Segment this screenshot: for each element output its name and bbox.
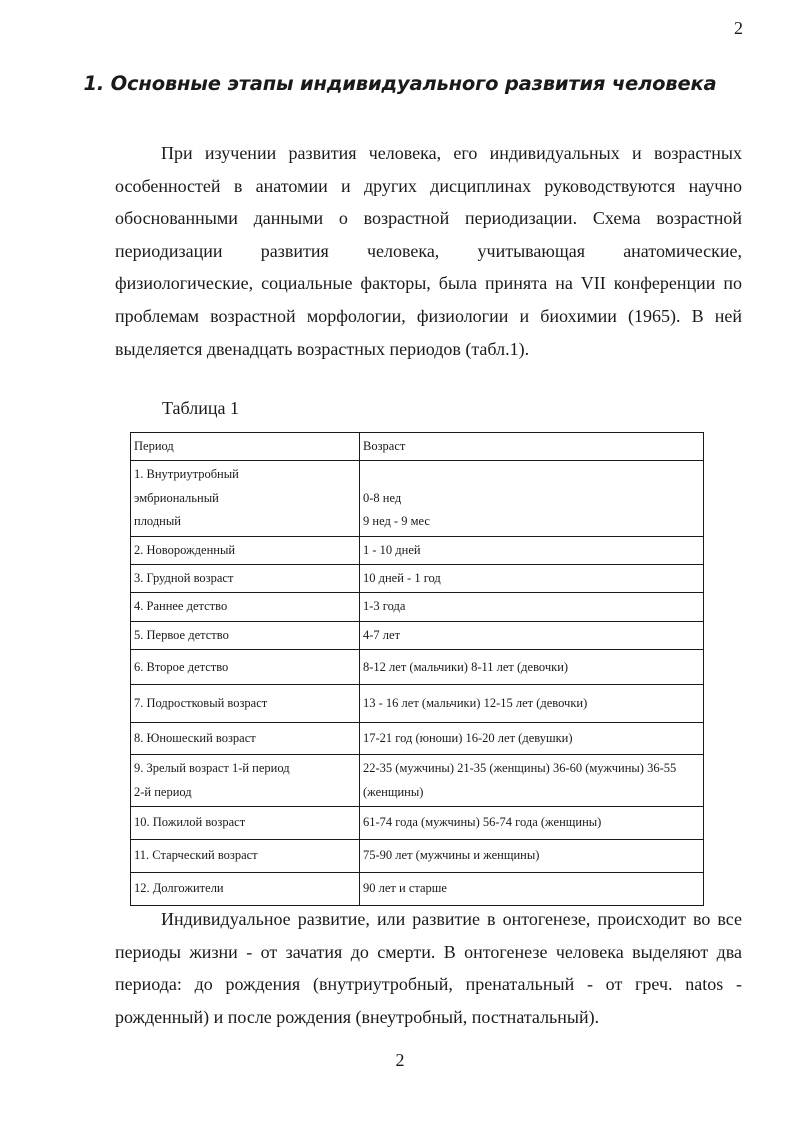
period-cell bbox=[131, 461, 360, 536]
age-line: 0-8 нед bbox=[363, 490, 402, 505]
intro-paragraph: При изучении развития человека, его индивидуальных и возрастных особенностей в анатомии и других дисциплинах руководствуются научно обоснованными данными о возрастной периодизации. Схема возрастной периодизации развития человека, учитывающая анатомические, физиологические, социальные факторы, была принята на VII конференции по проблемам возрастной морфологии, физиологии и биохимии (1965). В ней выделяется двенадцать возрастных периодов (табл.1). bbox=[115, 143, 742, 359]
period-line: 9. Зрелый возраст 1-й период bbox=[134, 761, 290, 776]
age-cell: 17-21 год (юноши) 16-20 лет (девушки) bbox=[360, 723, 704, 755]
period-cell: 2. Новорожденный bbox=[131, 536, 360, 564]
table-caption: Таблица 1 bbox=[162, 398, 239, 418]
age-cell bbox=[360, 461, 704, 536]
period-cell: 7. Подростковый возраст bbox=[131, 685, 360, 723]
table-row bbox=[131, 755, 704, 807]
period-line: плодный bbox=[134, 514, 181, 529]
age-line: 9 нед - 9 мес bbox=[363, 514, 430, 529]
period-cell: 11. Старческий возраст bbox=[131, 840, 360, 873]
ontogenesis-paragraph: Индивидуальное развитие, или развитие в онтогенезе, происходит во все периоды жизни - от зачатия до смерти. В онтогенезе человека выделяют два периода: до рождения (внутриутробный, пренатальный - от греч. natos - рожденный) и после рождения (внеутробный, постнатальный). bbox=[115, 909, 742, 1027]
table-row bbox=[131, 723, 704, 755]
period-line: эмбриональный bbox=[134, 490, 219, 505]
table-row bbox=[131, 536, 704, 564]
page-number-bottom: 2 bbox=[395, 1050, 405, 1070]
table-row bbox=[131, 650, 704, 685]
table-row bbox=[131, 565, 704, 593]
age-cell: 22-35 (мужчины) 21-35 (женщины) 36-60 (мужчины) 36-55 (женщины) bbox=[360, 755, 704, 807]
period-line: 2-й период bbox=[134, 784, 192, 799]
age-cell: 8-12 лет (мальчики) 8-11 лет (девочки) bbox=[360, 650, 704, 685]
period-cell: 8. Юношеский возраст bbox=[131, 723, 360, 755]
age-cell: 1 - 10 дней bbox=[360, 536, 704, 564]
period-line: 1. Внутриутробный bbox=[134, 467, 239, 482]
section-heading: 1. Основные этапы индивидуального развития человека bbox=[83, 72, 717, 95]
age-cell: 13 - 16 лет (мальчики) 12-15 лет (девочки) bbox=[360, 685, 704, 723]
table-header-row bbox=[131, 433, 704, 461]
age-cell: 61-74 года (мужчины) 56-74 года (женщины) bbox=[360, 807, 704, 840]
table-row bbox=[131, 840, 704, 873]
header-period: Период bbox=[131, 433, 360, 461]
table-row bbox=[131, 685, 704, 723]
age-cell: 90 лет и старше bbox=[360, 873, 704, 906]
table-row bbox=[131, 461, 704, 536]
period-cell: 12. Долгожители bbox=[131, 873, 360, 906]
page-number-top: 2 bbox=[734, 18, 743, 38]
table-row bbox=[131, 593, 704, 621]
period-cell: 3. Грудной возраст bbox=[131, 565, 360, 593]
table-row bbox=[131, 621, 704, 649]
age-periods-table bbox=[130, 432, 704, 906]
period-cell: 5. Первое детство bbox=[131, 621, 360, 649]
age-cell: 1-3 года bbox=[360, 593, 704, 621]
table-row bbox=[131, 873, 704, 906]
period-cell: 4. Раннее детство bbox=[131, 593, 360, 621]
age-cell: 10 дней - 1 год bbox=[360, 565, 704, 593]
period-cell: 6. Второе детство bbox=[131, 650, 360, 685]
age-cell: 75-90 лет (мужчины и женщины) bbox=[360, 840, 704, 873]
table-row bbox=[131, 807, 704, 840]
period-cell: 10. Пожилой возраст bbox=[131, 807, 360, 840]
age-cell: 4-7 лет bbox=[360, 621, 704, 649]
period-cell bbox=[131, 755, 360, 807]
header-age: Возраст bbox=[360, 433, 704, 461]
